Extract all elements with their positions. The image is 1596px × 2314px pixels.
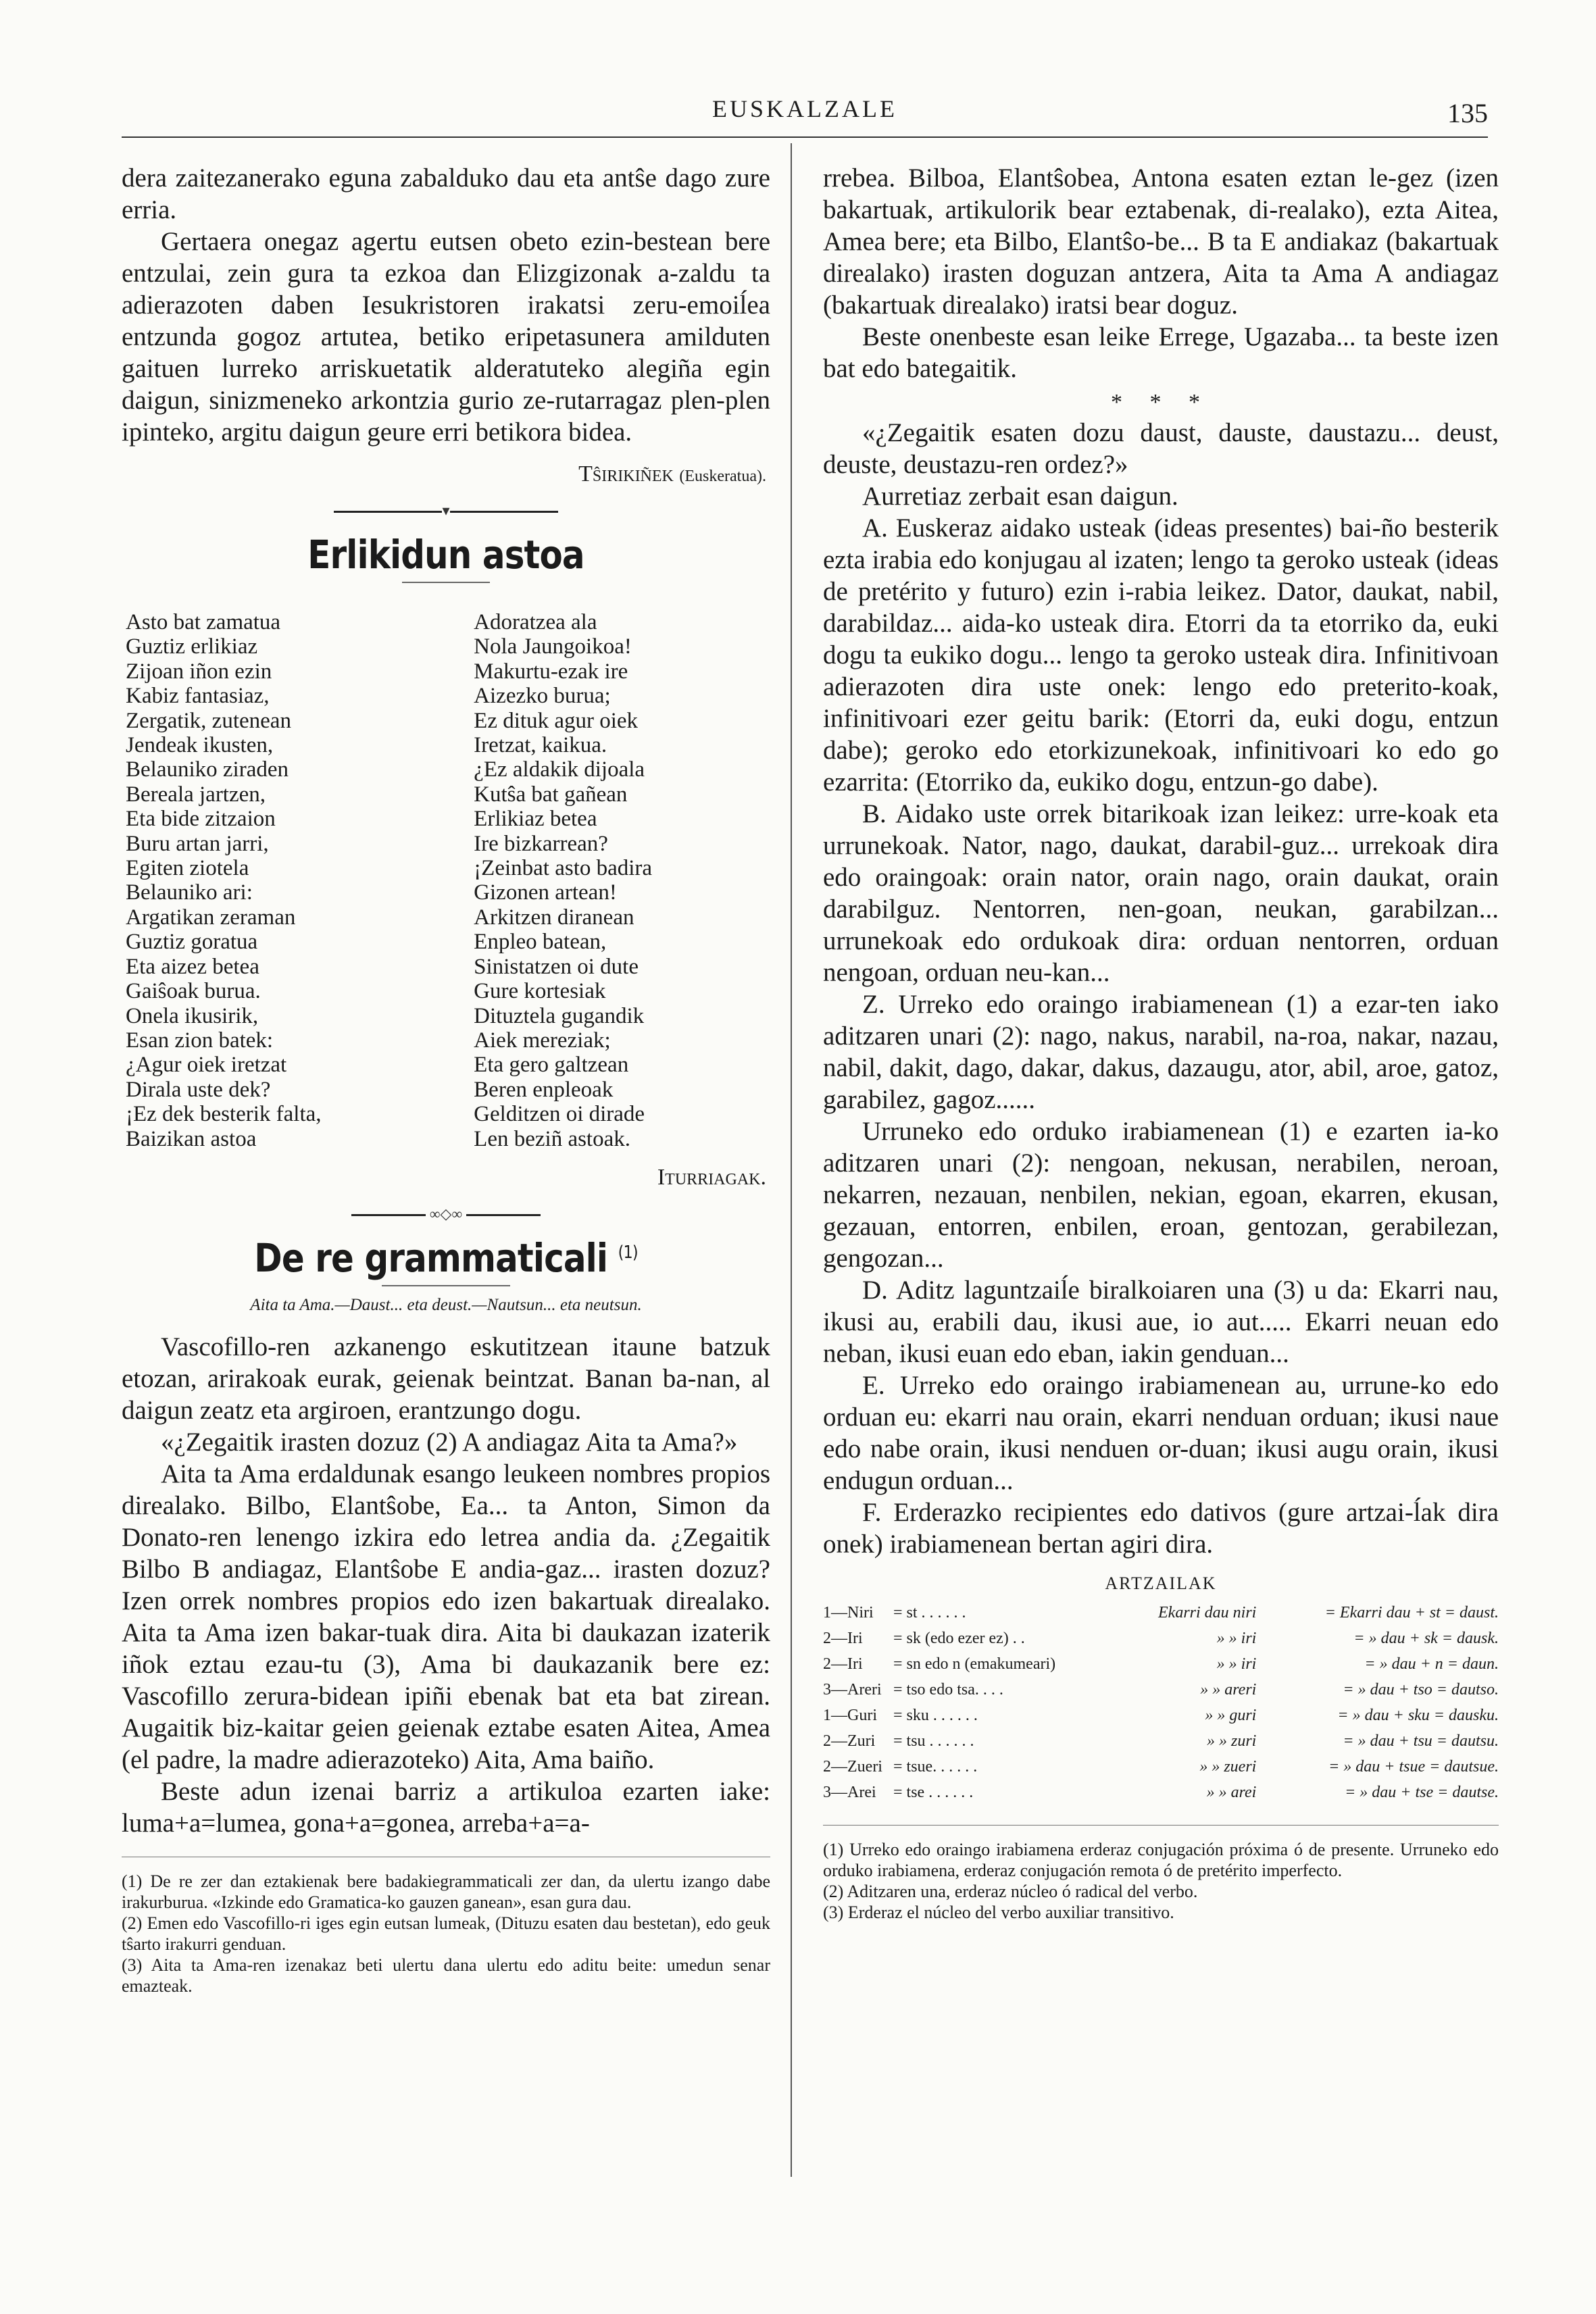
paragraph: A. Euskeraz aidako usteak (ideas presentes) bai-ño besterik ezta irabia edo konjugau al izaten; lengo ta geroko usteak (ideas de pretérito y futuro) ezin i-rabia leikez. Dator, daukat, nabil, darabildaz... aida-ko usteak dira. Etorri da ta etorriko da, euki dogu ta eukiko dogu... lengo ta geroko usteak dira. Infinitivoan adierazoten dira uste onek: lengo edo preterito-koak, infinitivoari ezer geitu barik: (Etorri da, euki dogu, entzun dabe); geroko edo etorkizunekoak, infinitivoari ko edo go ezarrita: (Etorriko da, eukiko dogu, entzun-go dabe). bbox=[823, 513, 1499, 797]
table-cell-col4: = » dau + sk = dausk. bbox=[1353, 1630, 1499, 1647]
intro-paragraph: dera zaitezanerako eguna zabalduko dau eta antŝe dago zure erria. bbox=[122, 164, 770, 224]
table-cell-person: 2—Zueri bbox=[823, 1758, 882, 1776]
table-cell-col4: = Ekarri dau + st = daust. bbox=[1324, 1604, 1499, 1621]
table-row bbox=[823, 1679, 1499, 1705]
table-cell-col3: » » zueri bbox=[1199, 1758, 1257, 1776]
poem-line: Belauniko ziraden bbox=[126, 757, 289, 782]
poem-line: Aiek mereziak; bbox=[474, 1028, 611, 1053]
footnote: (1) Urreko edo oraingo irabiamena erderaz conjugación próxima ó de presente. Urruneko edo orduko irabiamena, erderaz conjugación remota ó de pretérito imperfecto. bbox=[823, 1840, 1499, 1880]
poem-line: ¿Ez aldakik dijoala bbox=[474, 757, 645, 782]
section-ornament: ▾ bbox=[122, 502, 770, 520]
paragraph: B. Aidako uste orrek bitarikoak izan leikez: urre-koak eta urrunekoak. Nator, nago, daukat, darabil-guz... urrekoak dira edo oraingoak: orain nator, orain nago, orain daukat, orain darabilguz. Nentorren, nen-goan, neukan, garabilzan... urrunekoak edo ordukoak dira: orduan nentorren, orduan nengoan, orduan neu-kan... bbox=[823, 799, 1499, 987]
table-cell-suffix: = sk (edo ezer ez) . . bbox=[893, 1630, 1025, 1647]
paragraph: Aurretiaz zerbait esan daigun. bbox=[862, 482, 1178, 511]
left-column bbox=[122, 162, 770, 1996]
table-cell-col3: » » guri bbox=[1205, 1707, 1257, 1724]
table-cell-col4: = » dau + tsue = dautsue. bbox=[1328, 1758, 1499, 1776]
dative-table bbox=[823, 1602, 1499, 1807]
poem-line: Dituztela gugandik bbox=[474, 1003, 645, 1028]
poem-line: Baizikan astoa bbox=[126, 1126, 257, 1151]
section-stars: * * * bbox=[1111, 390, 1211, 415]
intro-paragraph: Gertaera onegaz agertu eutsen obeto ezin-bestean bere entzulai, zein gura ta ezkoa dan Elizgizonak a-zaldu ta adierazoten daben Iesukristoren irakatsi zeru-emoiĺea entzunda gogoz artutea, betiko eripetasunera amilduten gaituen lurreko arriskuetatik alderatuteko alegiña egin daigun, sinizmeneko arkontzia gurio ze-rutarragaz plen-plen ipinteko, argitu daigun geure erri betikora bidea. bbox=[122, 227, 770, 447]
column-divider bbox=[791, 143, 792, 2177]
table-cell-col4: = » dau + tso = dautso. bbox=[1343, 1681, 1499, 1699]
footnote: (2) Emen edo Vascofillo-ri iges egin eutsan lumeak, (Dituzu esaten dau bestetan), edo geuk tŝarto irakurri genduan. bbox=[122, 1913, 770, 1954]
footnote: (3) Erderaz el núcleo del verbo auxiliar transitivo. bbox=[823, 1903, 1174, 1922]
signature: Iturriagak. bbox=[657, 1164, 766, 1190]
table-cell-col4: = » dau + tse = dautse. bbox=[1345, 1784, 1499, 1801]
table-cell-person: 3—Arei bbox=[823, 1784, 876, 1801]
title-rule bbox=[382, 1285, 510, 1286]
poem-line: ¡Ez dek besterik falta, bbox=[126, 1102, 322, 1127]
poem-line: Kabiz fantasiaz, bbox=[126, 684, 270, 709]
poem-line: Ez dituk agur oiek bbox=[474, 708, 639, 733]
running-title: EUSKALZALE bbox=[712, 95, 897, 122]
poem-line: Adoratzea ala bbox=[474, 610, 597, 634]
table-cell-suffix: = tsu . . . . . . bbox=[893, 1732, 974, 1750]
poem-line: Asto bat zamatua bbox=[126, 610, 281, 634]
poem-line: Enpleo batean, bbox=[474, 930, 607, 955]
table-row bbox=[823, 1756, 1499, 1782]
poem-line: Iretzat, kaikua. bbox=[474, 733, 607, 758]
poem-line: Arkitzen diranean bbox=[474, 905, 634, 930]
table-row bbox=[823, 1602, 1499, 1628]
table-cell-suffix: = tsue. . . . . . bbox=[893, 1758, 978, 1776]
table-cell-person: 1—Niri bbox=[823, 1604, 874, 1621]
poem-line: Gizonen artean! bbox=[474, 880, 617, 905]
poem-line: Len beziñ astoak. bbox=[474, 1126, 630, 1151]
section-ornament: ∞◇∞ bbox=[122, 1205, 770, 1223]
poem-line: Guztiz goratua bbox=[126, 930, 258, 955]
header-rule bbox=[122, 136, 1488, 138]
table-cell-person: 3—Areri bbox=[823, 1681, 882, 1699]
table-cell-col4: = » dau + sku = dausku. bbox=[1337, 1707, 1499, 1724]
section-title bbox=[167, 1235, 725, 1281]
section-subtitle: Aita ta Ama.—Daust... eta deust.—Nautsun... eta neutsun. bbox=[250, 1295, 642, 1314]
poem-line: Esan zion batek: bbox=[126, 1028, 274, 1053]
poem-line: Eta bide zitzaion bbox=[126, 807, 276, 832]
footnote: (3) Aita ta Ama-ren izenakaz beti ulertu dana ulertu edo aditu beite: umedun senar emazteak. bbox=[122, 1955, 770, 1996]
poem-column-2 bbox=[474, 610, 770, 1151]
table-cell-col4: = » dau + tsu = dautsu. bbox=[1343, 1732, 1499, 1750]
poem-title: Erlikidun astoa bbox=[307, 532, 584, 578]
paragraph: Z. Urreko edo oraingo irabiamenean (1) a ezar-ten iako aditzaren unari (2): nago, nakus, narabil, na-roa, nakar, nazau, nabil, dakit, dago, dakar, dakus, dazaugu, ator, abil, aroe, gatoz, garabilez, gagoz...... bbox=[823, 990, 1499, 1114]
poem-column-1 bbox=[126, 610, 422, 1151]
table-cell-col3: » » iri bbox=[1216, 1630, 1257, 1647]
table-cell-col3: » » areri bbox=[1200, 1681, 1257, 1699]
poem-line: ¿Agur oiek iretzat bbox=[126, 1053, 287, 1078]
poem-line: Sinistatzen oi dute bbox=[474, 954, 639, 979]
section-title-text: De re grammaticali bbox=[254, 1234, 608, 1281]
table-cell-person: 2—Iri bbox=[823, 1655, 863, 1673]
poem bbox=[126, 610, 770, 1151]
poem-line: Beren enpleoak bbox=[474, 1077, 614, 1102]
table-row bbox=[823, 1730, 1499, 1756]
paragraph: Aita ta Ama erdaldunak esango leukeen nombres propios direalako. Bilbo, Elantŝobe, Ea... ta Anton, Simon da Donato-ren lenengo izkira edo letrea andia da. ¿Zegaitik Bilbo B andiagaz, Elantŝobe E andia-gaz... irasten dozuz? Izen orrek nombres propios edo izen bakartuak direalako. Aita ta Ama izen bakar-tuak dira. Aita bi daukazan izaterik iñok eztau ezau-tu (3), Ama bi daukazanik bere ez: Vascofillo zerura-bidean ipiñi ebenak bat eta bat zirean. Augaitik biz-kaitar geien geienak eztabe esaten Aitea, Amea (el padre, la madre adierazoteko) Aita, Ama baiño. bbox=[122, 1459, 770, 1774]
paragraph: Vascofillo-ren azkanengo eskutitzean itaune batzuk etozan, arirakoak eurak, geienak beintzat. Banan ba-nan, al daigun zeatz eta argiroen, erantzungo dogu. bbox=[122, 1332, 770, 1425]
table-cell-col4: = » dau + n = daun. bbox=[1364, 1655, 1499, 1673]
page-number: 135 bbox=[1447, 98, 1488, 128]
poem-line: Jendeak ikusten, bbox=[126, 733, 274, 758]
poem-line: Belauniko ari: bbox=[126, 880, 253, 905]
poem-line: Erlikiaz betea bbox=[474, 807, 597, 832]
table-cell-col3: Ekarri dau niri bbox=[1158, 1604, 1257, 1621]
poem-line: Zergatik, zutenean bbox=[126, 708, 291, 733]
poem-line: Gaiŝoak burua. bbox=[126, 979, 261, 1004]
poem-line: Kutŝa bat gañean bbox=[474, 782, 628, 807]
table-cell-suffix: = sku . . . . . . bbox=[893, 1707, 978, 1724]
poem-line: Ire bizkarrean? bbox=[474, 831, 608, 856]
paragraph: E. Urreko edo oraingo irabiamenean au, urrune-ko edo orduan eu: ekarri nau orain, ekarri nenduan orduan; ikusi naue edo nabe orain, ikusi nenduen or-duan; ikusi augu orain, ikusi endugun orduan... bbox=[823, 1371, 1499, 1495]
footnote: (2) Aditzaren una, erderaz núcleo ó radical del verbo. bbox=[823, 1882, 1198, 1901]
poem-line: ¡Zeinbat asto badira bbox=[474, 856, 653, 881]
table-title: ARTZAILAK bbox=[1105, 1574, 1217, 1593]
poem-line: Gure kortesiak bbox=[474, 979, 606, 1004]
table-cell-person: 2—Zuri bbox=[823, 1732, 876, 1750]
poem-line: Nola Jaungoikoa! bbox=[474, 634, 632, 659]
paragraph: «¿Zegaitik irasten dozuz (2) A andiagaz Aita ta Ama?» bbox=[161, 1427, 738, 1457]
paragraph: Beste adun izenai barriz a artikuloa ezarten iake: luma+a=lumea, gona+a=gonea, arreba+a=a- bbox=[122, 1776, 770, 1838]
footnote-ref: (1) bbox=[618, 1242, 638, 1263]
table-cell-person: 1—Guri bbox=[823, 1707, 877, 1724]
signature bbox=[122, 461, 766, 487]
poem-line: Eta aizez betea bbox=[126, 954, 259, 979]
poem-line: Zijoan iñon ezin bbox=[126, 659, 272, 684]
signature-name: Tŝirikiñek bbox=[578, 461, 674, 486]
table-row bbox=[823, 1628, 1499, 1653]
title-rule bbox=[402, 582, 490, 583]
paragraph: F. Erderazko recipientes edo dativos (gure artzai-ĺak dira onek) irabiamenean bertan agiri dira. bbox=[823, 1498, 1499, 1559]
page-header bbox=[122, 95, 1488, 143]
table-cell-suffix: = sn edo n (emakumeari) bbox=[893, 1655, 1056, 1673]
paragraph: Urruneko edo orduko irabiamenean (1) e ezarten ia-ko aditzaren unari (2): nengoan, nekusan, nerabilen, neroan, nekarren, nezauan, nenbilen, nekian, egoan, ekarren, ekusan, gezauan, entorren, enbilen, eroan, gentozan, gerabilezan, gengozan... bbox=[823, 1117, 1499, 1273]
poem-line: Aizezko burua; bbox=[474, 684, 611, 709]
table-cell-suffix: = tse . . . . . . bbox=[893, 1784, 974, 1801]
poem-line: Egiten ziotela bbox=[126, 856, 249, 881]
table-row bbox=[823, 1653, 1499, 1679]
footnotes bbox=[823, 1825, 1499, 1923]
poem-line: Buru artan jarri, bbox=[126, 831, 269, 856]
table-row bbox=[823, 1705, 1499, 1730]
poem-line: Guztiz erlikiaz bbox=[126, 634, 258, 659]
poem-line: Makurtu-ezak ire bbox=[474, 659, 628, 684]
right-column bbox=[823, 162, 1499, 1923]
table-cell-suffix: = st . . . . . . bbox=[893, 1604, 966, 1621]
poem-line: Bereala jartzen, bbox=[126, 782, 266, 807]
table-cell-col3: » » arei bbox=[1206, 1784, 1257, 1801]
poem-line: Gelditzen oi dirade bbox=[474, 1102, 645, 1127]
poem-line: Eta gero galtzean bbox=[474, 1053, 629, 1078]
table-cell-col3: » » zuri bbox=[1206, 1732, 1257, 1750]
table-cell-suffix: = tso edo tsa. . . . bbox=[893, 1681, 1003, 1699]
poem-line: Onela ikusirik, bbox=[126, 1003, 259, 1028]
table-cell-col3: » » iri bbox=[1216, 1655, 1257, 1673]
paragraph: D. Aditz laguntzaiĺe biralkoiaren una (3) u da: Ekarri nau, ikusi au, erabili dau, ikusi aue, io aut..... Ekarri neuan edo neban, ikusi euan edo eban, iakin genduan... bbox=[823, 1276, 1499, 1368]
footnote: (1) De re zer dan eztakienak bere badakiegrammaticali zer dan, da ulertu izango dabe irakurburua. «Izkinde edo Gramatica-ko gauzen ganean», esan gura dau. bbox=[122, 1871, 770, 1912]
paragraph: Beste onenbeste esan leike Errege, Ugazaba... ta beste izen bat edo bategaitik. bbox=[823, 322, 1499, 383]
signature-note: (Euskeratua). bbox=[679, 468, 766, 485]
paragraph: rrebea. Bilboa, Elantŝobea, Antona esaten eztan le-gez (izen bakartuak, artikulorik bear eztabenak, di-realako), ezta Aitea, Amea bere; eta Bilbo, Elantŝo-be... B ta E andiakaz (bakartuak direalako) irasten doguzan antzera, Aita ta Ama A andiagaz (bakartuak direalako) iratsi bear doguz. bbox=[823, 164, 1499, 320]
poem-line: Argatikan zeraman bbox=[126, 905, 296, 930]
footnotes bbox=[122, 1857, 770, 1996]
table-cell-person: 2—Iri bbox=[823, 1630, 863, 1647]
paragraph: «¿Zegaitik esaten dozu daust, dauste, daustazu... deust, deuste, deustazu-ren ordez?» bbox=[823, 418, 1499, 479]
table-row bbox=[823, 1782, 1499, 1807]
poem-line: Dirala uste dek? bbox=[126, 1077, 271, 1102]
